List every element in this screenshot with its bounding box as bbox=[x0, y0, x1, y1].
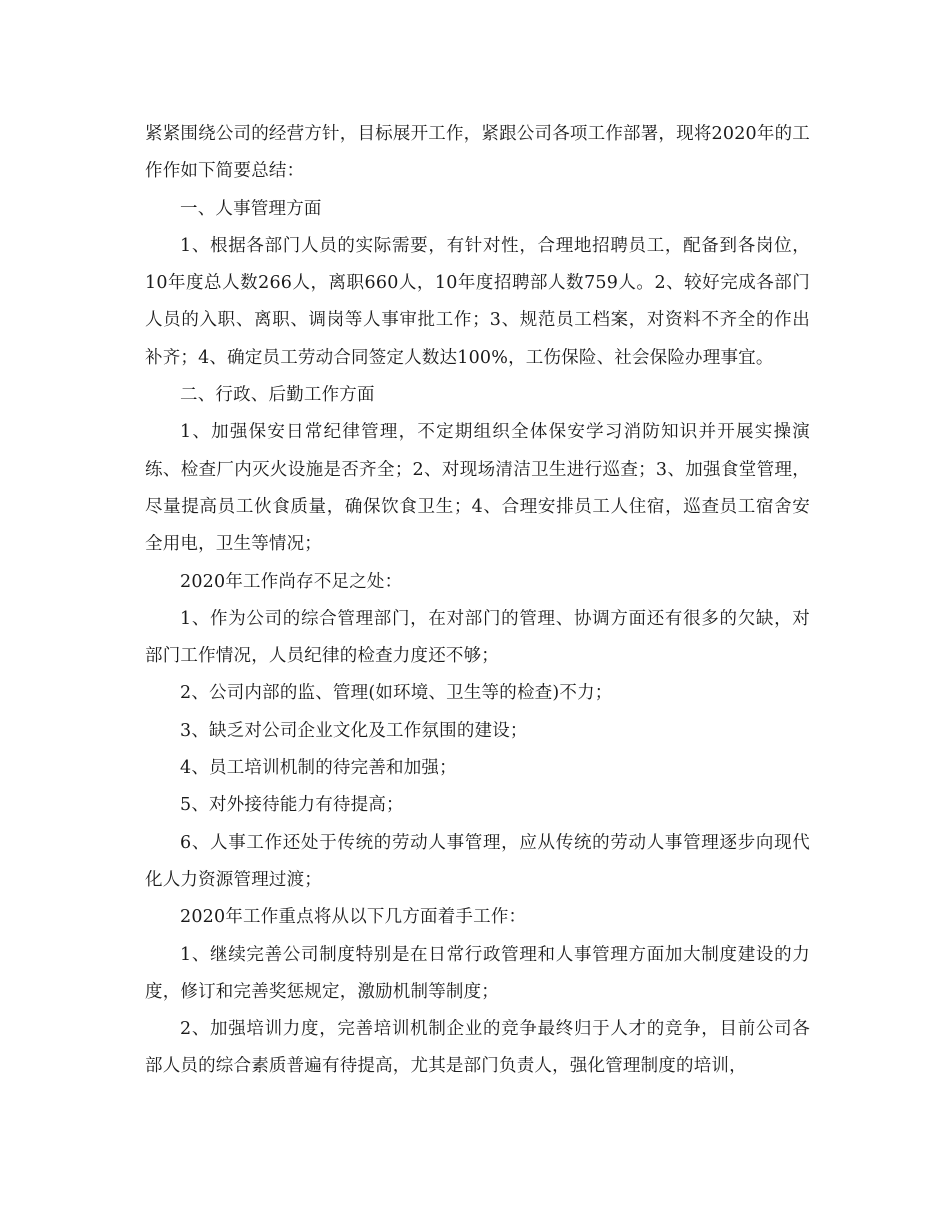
section-heading-hr: 一、人事管理方面 bbox=[180, 198, 322, 219]
shortcomings-heading: 2020年工作尚存不足之处： bbox=[180, 571, 403, 592]
shortcoming-item: 3、缺乏对公司企业文化及工作氛围的建设； bbox=[180, 720, 528, 741]
shortcoming-item: 6、人事工作还处于传统的劳动人事管理，应从传统的劳动人事管理逐步向现代化人力资源管理过渡； bbox=[145, 832, 810, 890]
document-body bbox=[145, 116, 810, 1086]
focus-item: 2、加强培训力度，完善培训机制企业的竞争最终归于人才的竞争，目前公司各部人员的综合素质普遍有待提高，尤其是部门负责人，强化管理制度的培训， bbox=[145, 1019, 810, 1077]
intro-paragraph: 紧紧围绕公司的经营方针，目标展开工作，紧跟公司各项工作部署，现将2020年的工作作如下简要总结： bbox=[145, 124, 810, 182]
shortcoming-item: 5、对外接待能力有待提高； bbox=[180, 795, 404, 816]
admin-paragraph: 1、加强保安日常纪律管理，不定期组织全体保安学习消防知识并开展实操演练、检查厂内灭火设施是否齐全；2、对现场清洁卫生进行巡查；3、加强食堂管理，尽量提高员工伙食质量，确保饮食卫生；4、合理安排员工人住宿，巡查员工宿舍安全用电，卫生等情况； bbox=[145, 422, 810, 555]
hr-paragraph: 1、根据各部门人员的实际需要，有针对性，合理地招聘员工，配备到各岗位，10年度总人数266人，离职660人，10年度招聘部人数759人。2、较好完成各部门人员的入职、离职、调岗等人事审批工作；3、规范员工档案，对资料不齐全的作出补齐；4、确定员工劳动合同签定人数达100%，工伤保险、社会保险办理事宜。 bbox=[145, 235, 810, 368]
shortcoming-item: 2、公司内部的监、管理(如环境、卫生等的检查)不力； bbox=[180, 683, 613, 704]
section-heading-admin: 二、行政、后勤工作方面 bbox=[180, 385, 375, 406]
focus-item: 1、继续完善公司制度特别是在日常行政管理和人事管理方面加大制度建设的力度，修订和完善奖惩规定，激励机制等制度； bbox=[145, 944, 810, 1002]
shortcoming-item: 4、员工培训机制的待完善和加强； bbox=[180, 758, 457, 779]
focus-heading: 2020年工作重点将从以下几方面着手工作： bbox=[180, 907, 527, 928]
shortcoming-item: 1、作为公司的综合管理部门，在对部门的管理、协调方面还有很多的欠缺，对部门工作情况，人员纪律的检查力度还不够； bbox=[145, 608, 810, 667]
